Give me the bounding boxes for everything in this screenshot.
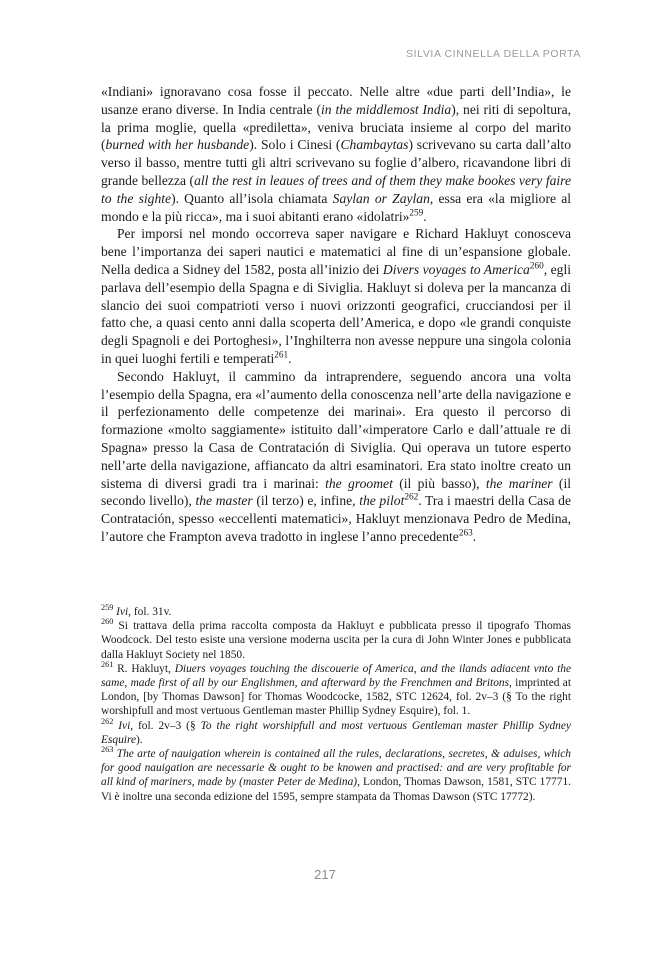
footnote-ref-262[interactable]: 262 <box>404 491 419 502</box>
footnote-ref-260[interactable]: 260 <box>529 260 544 271</box>
body-text <box>101 83 571 546</box>
footnote-ref-263[interactable]: 263 <box>458 527 473 538</box>
running-head: SILVIA CINNELLA DELLA PORTA <box>406 48 581 60</box>
footnote-number: 260 <box>101 617 114 627</box>
footnote-260: $^{260}$ Si trattava della prima raccolta composta da Hakluyt e pubblicata presso il tipografo Thomas Woodcock. Del testo esiste una versione moderna uscita per la cura di John Winter Jones e pubblicata dalla Hakluyt Society nel 1850. <box>101 617 571 661</box>
page-number: 217 <box>314 867 336 882</box>
footnote-number: 263 <box>101 745 114 755</box>
footnote-ref-261[interactable]: 261 <box>274 349 289 360</box>
footnote-number: 261 <box>101 660 114 670</box>
footnote-ref-259[interactable]: 259 <box>409 207 424 218</box>
footnote-263: $^{263}$ The arte of nauigation wherein is contained all the rules, declarations, secretes, & aduises, which for good nauigation are necessarie & ought to be knowen and practised: and are very profitable for all kind of mariners, made by (master Peter de Medina), London, Thomas Dawson, 1581, STC 17771. Vi è inoltre una seconda edizione del 1595, sempre stampata da Thomas Dawson (STC 17772). <box>101 745 571 803</box>
footnote-number: 259 <box>101 603 114 613</box>
paragraph-1: «Indiani» ignoravano cosa fosse il peccato. Nelle altre «due parti dell’India», le usanze erano diverse. In India centrale (in the middlemost India), nei riti di sepoltura, la prima moglie, quella «prediletta», veniva bruciata insieme al corpo del marito (burned with her husbande). Solo i Cinesi (Chambaytas) scrivevano su carta dall’alto verso il basso, mentre tutti gli altri scrivevano su foglie d’albero, ricavandone libri di grande bellezza (all the rest in leaues of trees and of them they make bookes very faire to the sighte). Quanto all’isola chiamata Saylan or Zaylan, essa era «la migliore al mondo e la più ricca», ma i suoi abitanti erano «idolatri»$^{259}$. <box>101 84 572 224</box>
footnote-259: $^{259}$ Ivi, fol. 31v. <box>101 603 172 618</box>
footnote-261: $^{261}$ R. Hakluyt, Diuers voyages touching the discouerie of America, and the ilands adiacent vnto the same, made first of all by our Englishmen, and afterward by the Frenchmen and Britons, imprinted at London, [by Thomas Dawson] for Thomas Woodcocke, 1582, STC 12624, fol. 2v–3 (§ To the right worshipfull and most vertuous Gentleman master Phillip Sydney Esquire), fol. 1. <box>101 660 571 718</box>
footnotes <box>101 605 571 804</box>
footnote-262: $^{262}$ Ivi, fol. 2v–3 (§ To the right worshipfull and most vertuous Gentleman master Phillip Sydney Esquire). <box>101 716 571 746</box>
footnote-number: 262 <box>101 716 114 726</box>
paragraph-3: Secondo Hakluyt, il cammino da intraprendere, seguendo ancora una volta l’esempio della Spagna, era «l’aumento della conoscenza nell’arte della navigazione e il perfezionamento delle competenze dei marinai». Era questo il percorso di formazione «molto saggiamente» istituito dall’«imperatore Carlo e dall’attuale re di Spagna» presso la Casa de Contratación di Siviglia. Qui operava un tutore esperto nell’arte della navigazione, affiancato da altri esaminatori. Era stato inoltre creato un sistema di diversi gradi tra i marinai: the groomet (il più basso), the mariner (il secondo livello), the master (il terzo) e, infine, the pilot$^{262}$. Tra i maestri della Casa de Contratación, spesso «eccellenti matematici», Hakluyt menzionava Pedro de Medina, l’autore che Frampton aveva tradotto in inglese l’anno precedente$^{263}$. <box>101 368 572 544</box>
paragraph-2: Per imporsi nel mondo occorreva saper navigare e Richard Hakluyt conosceva bene l’importanza dei saperi nautici e matematici al fine di un’espansione globale. Nella dedica a Sidney del 1582, posta all’inizio dei Divers voyages to America$^{260}$, egli parlava dell’esempio della Spagna e di Siviglia. Hakluyt si doleva per la mancanza di slancio dei suoi compatrioti verso i nuovi orizzonti geografici, crucciandosi per il fatto che, a quasi cento anni dalla scoperta dell’America, e dopo «le grandi conquiste degli Spagnoli e dei Portoghesi», l’Inghilterra non avesse neppure una singola colonia in quei luoghi fertili e temperati$^{261}$. <box>101 226 571 366</box>
